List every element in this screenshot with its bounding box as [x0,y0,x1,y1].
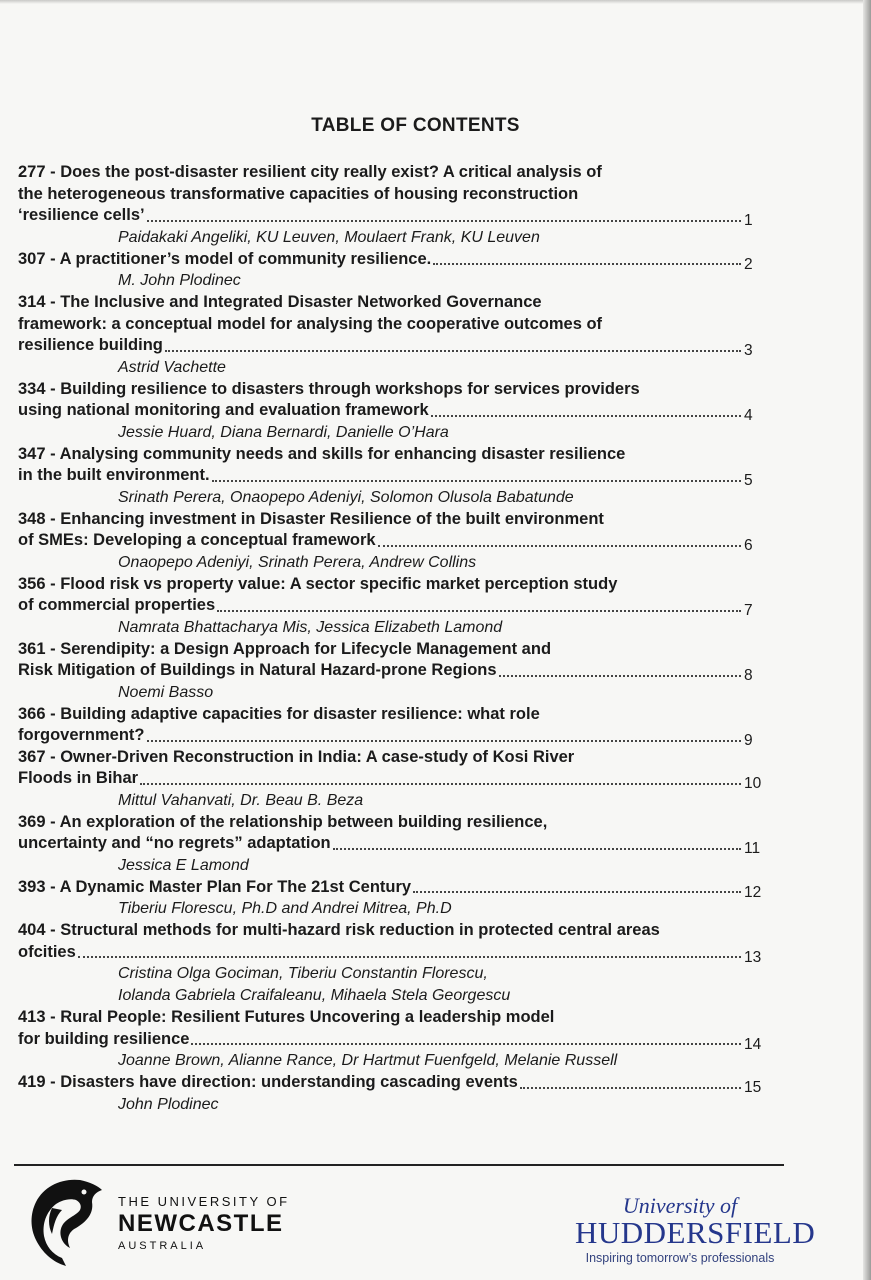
dot-leader [147,220,741,222]
toc-entry [18,877,768,921]
entry-title-line: 369 - An exploration of the relationship between building resilience, [18,812,548,831]
toc-entry [18,444,768,509]
toc-entry [18,639,768,704]
page-number: 11 [744,840,761,857]
entry-authors: Jessie Huard, Diana Bernardi, Danielle O’Hara [118,423,449,441]
toc-entry [18,920,768,1007]
dot-leader [333,848,741,850]
page-number: 9 [744,732,753,749]
entry-title-last-line [18,530,768,552]
page-number: 14 [744,1035,762,1053]
entry-title-last-line [18,335,768,357]
entry-title-last-line [18,249,768,271]
entry-authors: Mittul Vahanvati, Dr. Beau B. Beza [118,791,364,809]
entry-title-text: resilience building [18,336,163,354]
entry-title-text: for building resilience [18,1029,190,1048]
entry-authors: Cristina Olga Gociman, Tiberiu Constantin Florescu, [118,965,488,982]
page-number: 2 [744,255,753,273]
toc-entry [18,1007,768,1072]
entry-title-line: 347 - Analysing community needs and skills for enhancing disaster resilience [18,444,626,463]
toc-entry [18,292,768,379]
dot-leader [140,783,741,785]
entry-authors: Noemi Basso [118,683,214,701]
toc-heading: TABLE OF CONTENTS [311,115,520,136]
huddersfield-line2: HUDDERSFIELD [575,1215,816,1250]
toc-entry [18,574,768,639]
dot-leader [147,740,741,742]
dot-leader [520,1087,741,1089]
toc-entry [18,509,768,574]
huddersfield-line1: University of [622,1193,738,1218]
dot-leader [431,415,741,417]
entry-title-text: using national monitoring and evaluation framework [18,401,429,419]
toc-entry [18,1072,768,1116]
entry-title-text: of commercial properties [18,596,216,614]
entry-title-text: uncertainty and “no regrets” adaptation [18,834,331,852]
newcastle-line3: AUSTRALIA [118,1240,207,1252]
page-number: 12 [744,883,762,901]
entry-title-line: the heterogeneous transformative capacities of housing reconstruction [18,184,579,203]
dot-leader [217,610,741,612]
dot-leader [212,480,741,482]
entry-title-last-line [18,768,768,790]
entry-authors: M. John Plodinec [118,272,241,289]
entry-title-last-line [18,660,768,682]
newcastle-line2: NEWCASTLE [118,1210,284,1237]
entry-title-line: 404 - Structural methods for multi-hazard risk reduction in protected central areas [18,921,660,939]
page-number: 3 [744,342,753,359]
entry-authors: John Plodinec [118,1095,219,1113]
entry-title-line: 314 - The Inclusive and Integrated Disaster Networked Governance [18,293,542,311]
entry-title-text: Risk Mitigation of Buildings in Natural Hazard-prone Regions [18,661,497,679]
entry-title-text: 393 - A Dynamic Master Plan For The 21st Century [18,877,412,896]
entry-title-line: 413 - Rural People: Resilient Futures Uncovering a leadership model [18,1008,555,1026]
entry-authors: Srinath Perera, Onaopepo Adeniyi, Solomon Olusola Babatunde [118,488,574,506]
toc-entry [18,249,768,293]
entry-authors: Onaopepo Adeniyi, Srinath Perera, Andrew Collins [118,553,477,571]
page-binding-shadow [863,0,871,1280]
dot-leader [78,956,741,958]
toc-entry [18,747,768,812]
entry-title-last-line [18,205,768,227]
newcastle-line1: THE UNIVERSITY OF [118,1194,290,1209]
entry-title-text: 419 - Disasters have direction: understanding cascading events [18,1073,518,1091]
dot-leader [433,263,741,265]
entry-title-line: 348 - Enhancing investment in Disaster Resilience of the built environment [18,509,604,528]
entry-authors: Tiberiu Florescu, Ph.D and Andrei Mitrea, Ph.D [118,900,452,917]
page-number: 7 [744,602,753,619]
toc-entry [18,812,768,877]
entry-authors: Namrata Bhattacharya Mis, Jessica Elizabeth Lamond [118,618,503,636]
toc-entry [18,379,768,444]
entry-authors: Paidakaki Angeliki, KU Leuven, Moulaert Frank, KU Leuven [118,228,540,246]
toc-entry [18,162,768,249]
newcastle-logo [22,1174,322,1269]
page-number: 1 [744,212,753,229]
page-number: 10 [744,775,762,792]
entry-authors: Iolanda Gabriela Craifaleanu, Mihaela Stela Georgescu [118,987,511,1004]
entry-title-last-line [18,1029,768,1051]
entry-title-line: framework: a conceptual model for analysing the cooperative outcomes of [18,314,603,333]
entry-title-text: 307 - A practitioner’s model of community resilience. [18,249,432,268]
entry-authors: Astrid Vachette [118,358,226,376]
entry-title-text: of SMEs: Developing a conceptual framework [18,531,376,549]
entry-title-last-line [18,1072,768,1094]
page-number: 4 [744,407,753,424]
huddersfield-tagline: Inspiring tomorrow’s professionals [585,1251,775,1265]
footer-rule [14,1164,784,1166]
entry-title-line: 356 - Flood risk vs property value: A sector specific market perception study [18,574,618,593]
page-number: 8 [744,667,753,684]
dot-leader [499,675,741,677]
dot-leader [413,891,741,893]
huddersfield-logo [575,1193,816,1267]
entry-title-line: 361 - Serendipity: a Design Approach for Lifecycle Management and [18,639,552,658]
entry-authors: Jessica E Lamond [118,856,249,874]
seahorse-icon [22,1174,112,1269]
entry-title-last-line [18,877,768,899]
page-number: 5 [744,472,753,489]
page-number: 15 [744,1079,762,1096]
page-number: 13 [744,948,762,966]
entry-title-text: Floods in Bihar [18,769,139,787]
entry-title-line: 334 - Building resilience to disasters through workshops for services providers [18,379,640,398]
page-top-edge [0,0,871,4]
entry-title-text: forgovernment? [18,726,145,744]
toc-entry [18,704,768,747]
dot-leader [191,1043,741,1045]
entry-title-last-line [18,465,768,487]
entry-title-text: ofcities [18,942,76,961]
entry-title-last-line [18,725,768,747]
entry-title-last-line [18,833,768,855]
entry-title-last-line [18,595,768,617]
table-of-contents [18,162,768,1116]
entry-title-last-line [18,942,768,964]
entry-title-last-line [18,400,768,422]
page-number: 6 [744,537,753,554]
entry-title-line: 277 - Does the post-disaster resilient city really exist? A critical analysis of [18,163,602,181]
dot-leader [378,545,741,547]
entry-title-text: ‘resilience cells’ [18,206,145,224]
dot-leader [165,350,741,352]
entry-title-line: 366 - Building adaptive capacities for disaster resilience: what role [18,704,540,723]
entry-title-line: 367 - Owner-Driven Reconstruction in India: A case-study of Kosi River [18,747,575,766]
entry-title-text: in the built environment. [18,466,210,484]
entry-authors: Joanne Brown, Alianne Rance, Dr Hartmut Fuenfgeld, Melanie Russell [118,1052,618,1069]
